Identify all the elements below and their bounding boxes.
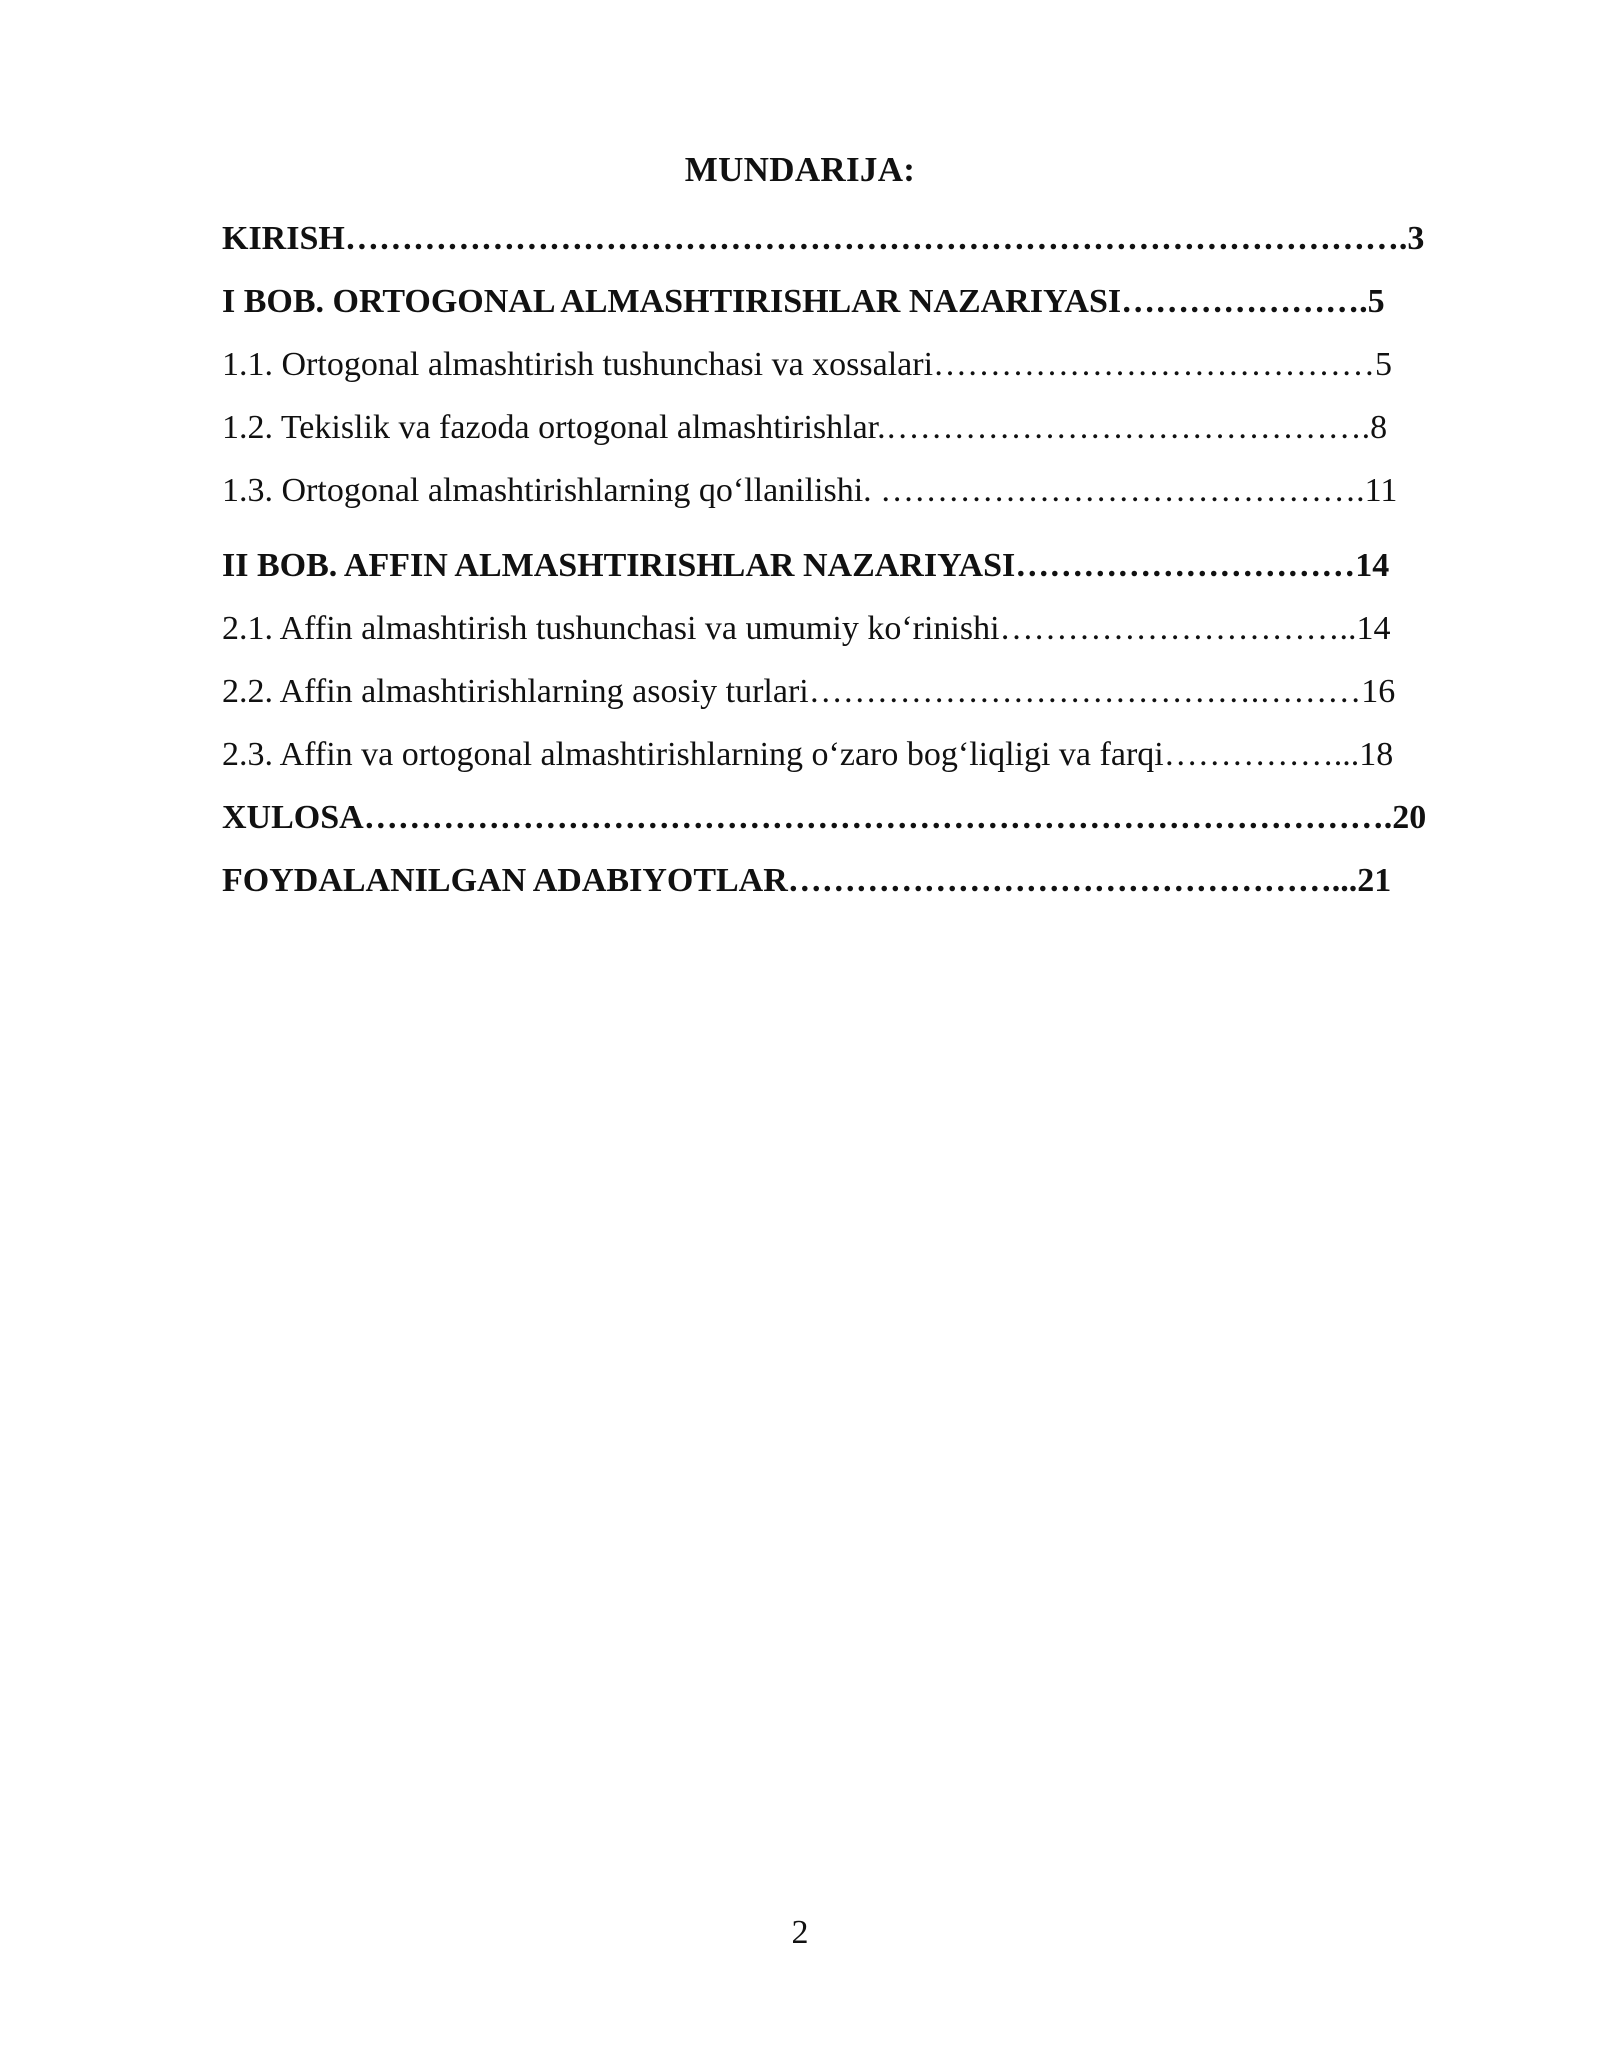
- toc-entry-section-1-1[interactable]: 1.1. Ortogonal almashtirish tushunchasi va xossalari…………………………………5: [222, 346, 1393, 383]
- toc-entry-section-2-3[interactable]: 2.3. Affin va ortogonal almashtirishlarning oʻzaro bogʻliqligi va farqi……………...18: [222, 736, 1394, 773]
- toc-entry-chapter-1[interactable]: I BOB. ORTOGONAL ALMASHTIRISHLAR NAZARIYASI………………….5: [222, 283, 1385, 320]
- toc-entry-section-2-2[interactable]: 2.2. Affin almashtirishlarning asosiy turlari………………………………….………16: [222, 673, 1396, 710]
- page-number: 2: [791, 1914, 809, 1951]
- toc-title: MUNDARIJA:: [684, 150, 916, 189]
- toc-entry-xulosa[interactable]: XULOSA……………………………………………………………………………….20: [222, 799, 1427, 836]
- toc-entry-kirish[interactable]: KIRISH………………………………………………………………………………….3: [222, 220, 1425, 257]
- toc-entry-section-2-1[interactable]: 2.1. Affin almashtirish tushunchasi va umumiy koʻrinishi…………………………..14: [222, 610, 1391, 647]
- toc-entry-section-1-3[interactable]: 1.3. Ortogonal almashtirishlarning qoʻllanilishi. …………………………………….11: [222, 472, 1398, 509]
- toc-entry-adabiyotlar[interactable]: FOYDALANILGAN ADABIYOTLAR…………………………………………...21: [222, 862, 1392, 899]
- toc-entry-chapter-2[interactable]: II BOB. AFFIN ALMASHTIRISHLAR NAZARIYASI…………………………14: [222, 547, 1390, 584]
- toc-entry-section-1-2[interactable]: 1.2. Tekislik va fazoda ortogonal almashtirishlar.…………………………………….8: [222, 409, 1388, 446]
- table-of-contents: [222, 207, 1490, 912]
